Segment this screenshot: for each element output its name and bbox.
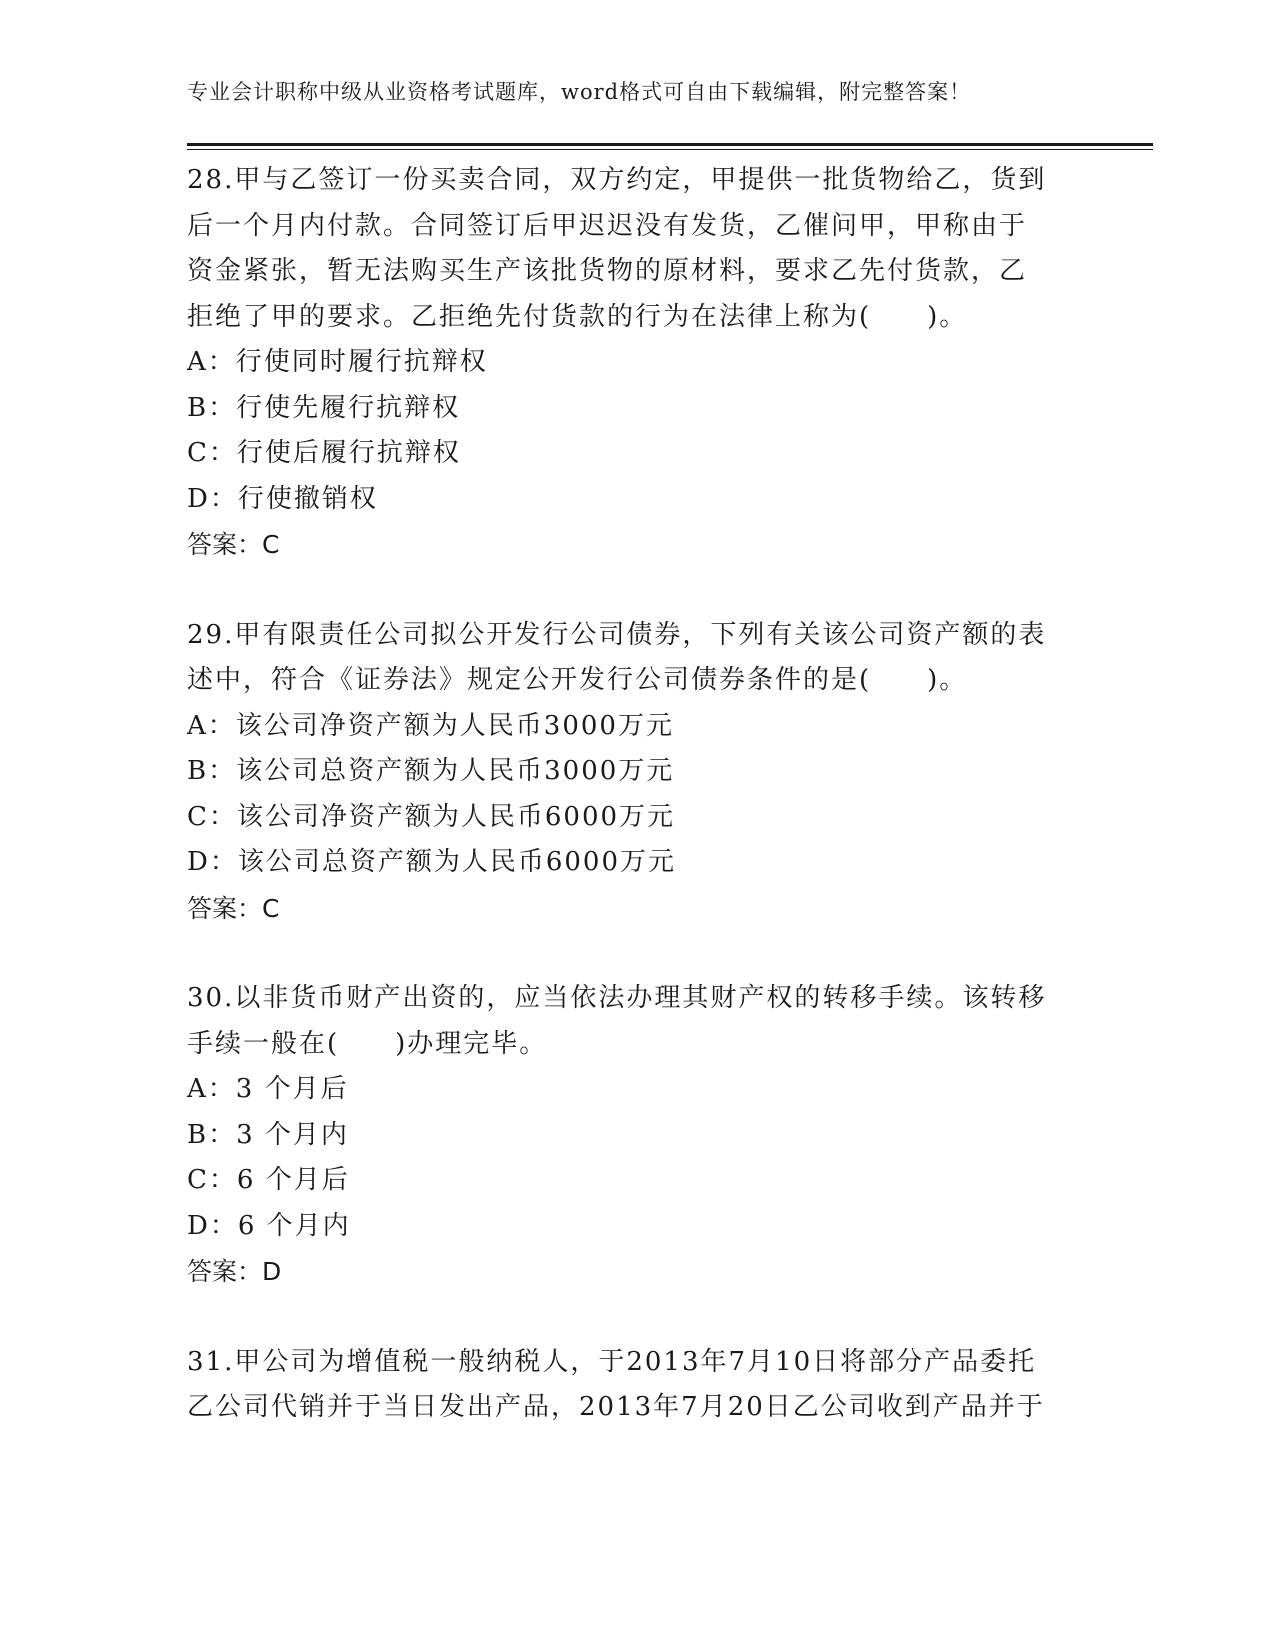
- option-b: B：3 个月内: [187, 1119, 349, 1150]
- question-text-line: 资金紧张，暂无法购买生产该批货物的原材料，要求乙先付货款，乙: [187, 256, 1028, 286]
- header-rule-thin: [187, 149, 1153, 150]
- question-30: [187, 976, 1097, 1295]
- option-a: A：行使同时履行抗辩权: [187, 347, 488, 377]
- question-text-line: 述中，符合《证券法》规定公开发行公司债券条件的是( )。: [187, 665, 968, 695]
- answer-line: 答案：D: [187, 1257, 282, 1286]
- option-d: D：行使撤销权: [187, 483, 378, 514]
- option-a: A：3 个月后: [187, 1074, 349, 1104]
- question-text-line: 31.甲公司为增值税一般纳税人，于2013年7月10日将部分产品委托: [187, 1346, 1037, 1377]
- question-text-line: 30.以非货币财产出资的，应当依法办理其财产权的转移手续。该转移: [187, 983, 1047, 1013]
- option-c: C：该公司净资产额为人民币6000万元: [187, 801, 676, 832]
- option-d: D：该公司总资产额为人民币6000万元: [187, 847, 677, 877]
- option-c: C：行使后履行抗辩权: [187, 438, 461, 468]
- question-text-line: 后一个月内付款。合同签订后甲迟迟没有发货，乙催问甲，甲称由于: [187, 210, 1028, 241]
- option-a: A：该公司净资产额为人民币3000万元: [187, 710, 674, 741]
- header-rule-thick: [187, 143, 1153, 146]
- question-text-line: 28.甲与乙签订一份买卖合同，双方约定，甲提供一批货物给乙，货到: [187, 165, 1047, 195]
- question-31: [187, 1340, 1097, 1431]
- option-c: C：6 个月后: [187, 1165, 350, 1195]
- question-text-line: 乙公司代销并于当日发出产品，2013年7月20日乙公司收到产品并于: [187, 1392, 1045, 1422]
- question-text-line: 29.甲有限责任公司拟公开发行公司债券，下列有关该公司资产额的表: [187, 619, 1047, 650]
- option-b: B：行使先履行抗辩权: [187, 392, 461, 423]
- page-header: 专业会计职称中级从业资格考试题库，word格式可自由下载编辑，附完整答案！: [187, 80, 972, 104]
- question-list: [187, 158, 1097, 1431]
- question-28: [187, 158, 1097, 568]
- answer-line: 答案：C: [187, 893, 280, 923]
- question-text-line: 手续一般在( )办理完毕。: [187, 1028, 548, 1059]
- question-29: [187, 613, 1097, 932]
- option-d: D：6 个月内: [187, 1210, 351, 1241]
- answer-line: 答案：C: [187, 530, 280, 559]
- option-b: B：该公司总资产额为人民币3000万元: [187, 756, 675, 786]
- question-text-line: 拒绝了甲的要求。乙拒绝先付货款的行为在法律上称为( )。: [187, 301, 968, 332]
